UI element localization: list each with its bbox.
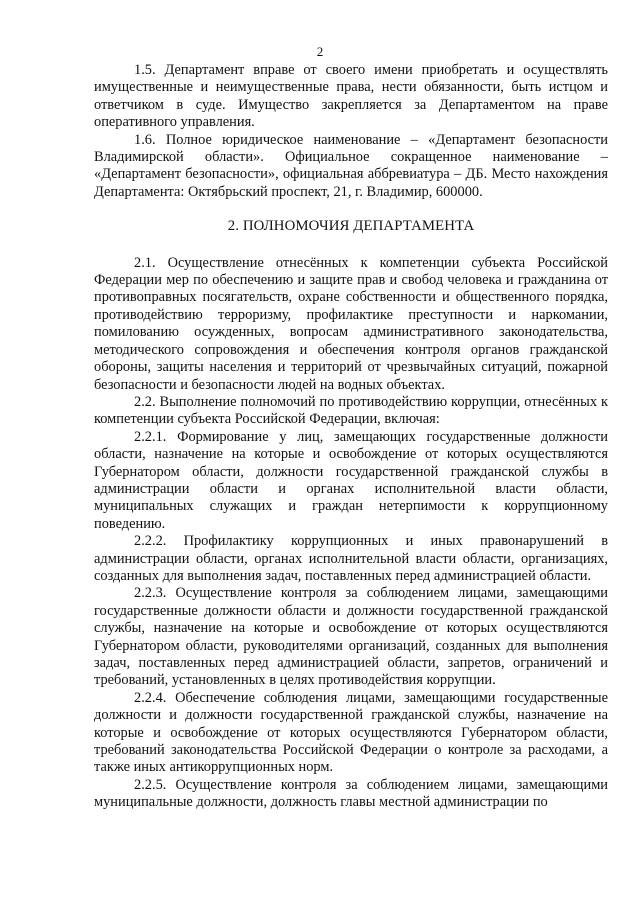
paragraph-2-2: 2.2. Выполнение полномочий по противодействию коррупции, отнесённых к компетенции субъекта Российской Федерации, включая: [94, 393, 608, 428]
section-heading: 2. ПОЛНОМОЧИЯ ДЕПАРТАМЕНТА [227, 218, 475, 235]
page-number: 2 [316, 44, 324, 59]
paragraph-1-5: 1.5. Департамент вправе от своего имени приобретать и осуществлять имущественные и неимущественные права, нести обязанности, быть истцом и ответчиком в суде. Имущество закрепляется за Департаментом на праве оперативного управления. [94, 62, 608, 131]
paragraph-2-2-4: 2.2.4. Обеспечение соблюдения лицами, замещающими государственные должности и должности государственной гражданской службы, назначение на которые и освобождение от которых осуществляются Губернатором области, требований законодательства Российской Федерации о контроле за расходами, а также иных антикоррупционных норм. [94, 689, 608, 776]
paragraph-2-1: 2.1. Осуществление отнесённых к компетенции субъекта Российской Федерации мер по обеспечению и защите прав и свобод человека и гражданина от противоправных посягательств, охране собственности и общественного порядка, противодействию терроризму, профилактике преступности и наркомании, помилованию осужденных, вопросам административного законодательства, методического сопровождения и обеспечения контроля органов гражданской обороны, защиты населения и территорий от чрезвычайных ситуаций, пожарной безопасности и безопасности людей на водных объектах. [94, 254, 608, 393]
document-body [94, 62, 608, 812]
paragraph-2-2-2: 2.2.2. Профилактику коррупционных и иных правонарушений в администрации области, органах исполнительной власти области, организациях, созданных для выполнения задач, поставленных перед администрацией области. [94, 533, 608, 584]
paragraph-2-2-1: 2.2.1. Формирование у лиц, замещающих государственные должности области, назначение на которые и освобождение от которых осуществляются Губернатором области, должности государственной гражданской службы в администрации области и органах исполнительной власти области, муниципальных служащих и граждан нетерпимости к коррупционному поведению. [94, 428, 608, 532]
paragraph-2-2-3: 2.2.3. Осуществление контроля за соблюдением лицами, замещающими государственные должности области и должности государственной гражданской службы, назначение на которые и освобождение от которых осуществляются Губернатором области, руководителями организаций, созданных для выполнения задач, поставленных перед администрацией области, запретов, ограничений и требований, установленных в целях противодействия коррупции. [94, 585, 608, 689]
paragraph-2-2-5: 2.2.5. Осуществление контроля за соблюдением лицами, замещающими муниципальные должности, должность главы местной администрации по [94, 776, 608, 811]
paragraph-1-6: 1.6. Полное юридическое наименование – «Департамент безопасности Владимирской области». Официальное сокращенное наименование – «Департамент безопасности», официальная аббревиатура – ДБ. Место нахождения Департамента: Октябрьский проспект, 21, г. Владимир, 600000. [94, 131, 608, 200]
